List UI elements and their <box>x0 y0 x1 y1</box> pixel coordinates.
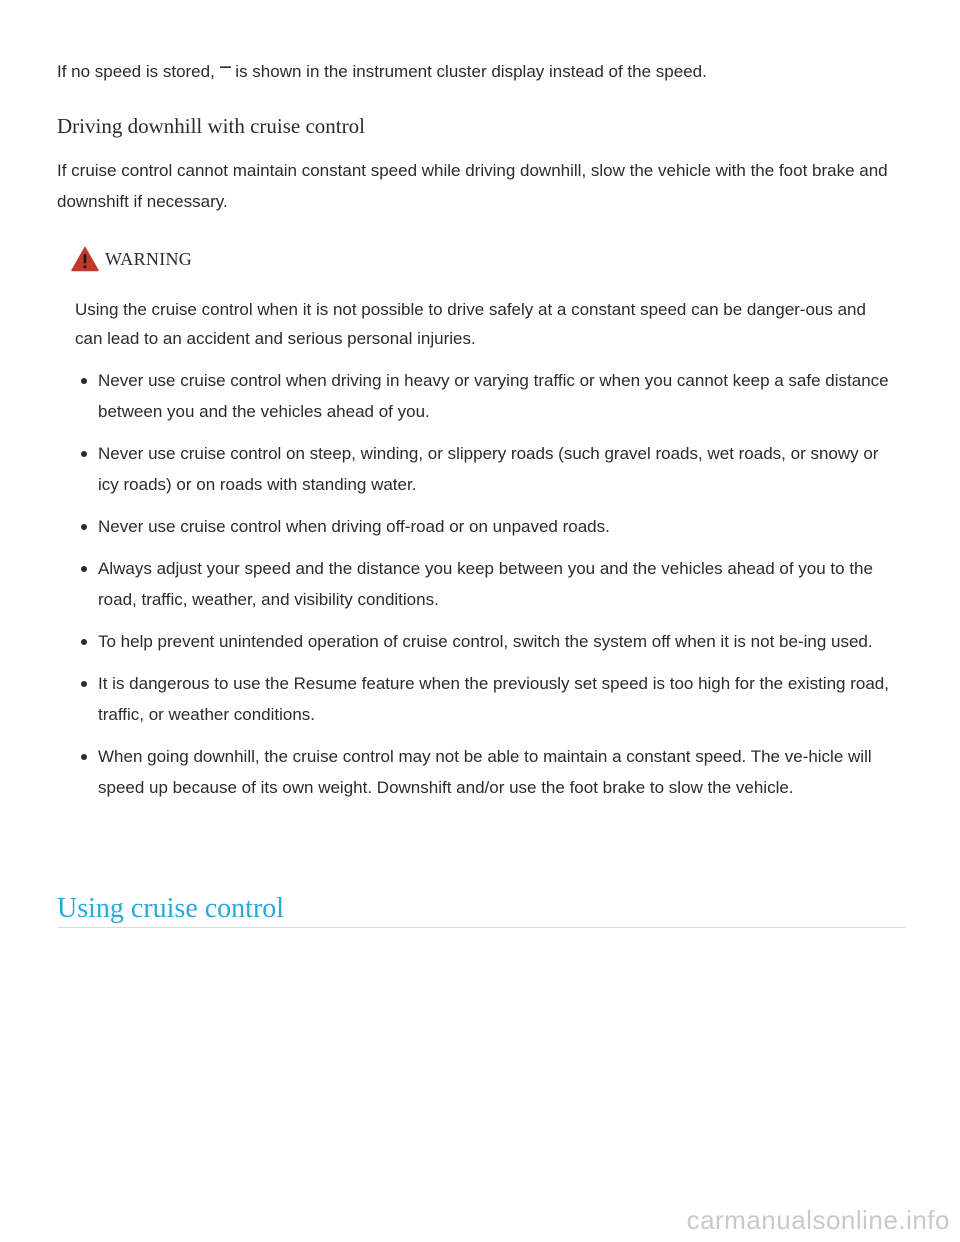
list-item <box>75 741 890 803</box>
list-item-text: To help prevent unintended operation of cruise control, switch the system off when it is not be-ing used. <box>98 632 873 651</box>
bullet-icon <box>81 639 87 645</box>
downhill-paragraph: If cruise control cannot maintain constant speed while driving downhill, slow the vehicle with the foot brake and downshift if necessary. <box>57 161 888 211</box>
warning-triangle-icon <box>71 246 99 272</box>
warning-intro: Using the cruise control when it is not possible to drive safely at a constant speed can be danger-ous and can lead to an accident and serious personal injuries. <box>75 300 866 348</box>
bullet-icon <box>81 566 87 572</box>
intro-text-after: is shown in the instrument cluster display instead of the speed. <box>235 62 707 81</box>
warning-list <box>75 365 890 814</box>
warning-label: WARNING <box>105 248 193 269</box>
list-item-text: Never use cruise control when driving off-road or on unpaved roads. <box>98 517 610 536</box>
list-item <box>75 438 890 500</box>
list-item <box>75 511 890 542</box>
bullet-icon <box>81 754 87 760</box>
list-item <box>75 668 890 730</box>
bullet-icon <box>81 681 87 687</box>
intro-text-before: If no speed is stored, <box>57 62 215 81</box>
list-item-text: When going downhill, the cruise control may not be able to maintain a constant speed. The ve-hicle will speed up because of its own weight. Downshift and/or use the foot brake to slow the vehicle. <box>98 747 872 797</box>
watermark: carmanualsonline.info <box>686 1205 950 1235</box>
list-item <box>75 626 890 657</box>
downhill-heading: Driving downhill with cruise control <box>57 114 365 138</box>
list-item <box>75 365 890 427</box>
list-item <box>75 553 890 615</box>
list-item-text: It is dangerous to use the Resume feature when the previously set speed is too high for the existing road, traffic, or weather conditions. <box>98 674 889 724</box>
bullet-icon <box>81 524 87 530</box>
bullet-icon <box>81 378 87 384</box>
section-divider <box>57 927 905 928</box>
list-item-text: Always adjust your speed and the distance you keep between you and the vehicles ahead of you to the road, traffic, weather, and visibility conditions. <box>98 559 873 609</box>
bullet-icon <box>81 451 87 457</box>
no-speed-stored-text <box>57 60 707 84</box>
list-item-text: Never use cruise control when driving in heavy or varying traffic or when you cannot keep a safe distance between you and the vehicles ahead of you. <box>98 371 889 421</box>
section-title: Using cruise control <box>57 893 285 924</box>
no-speed-symbol: --- <box>219 58 231 74</box>
warning-header <box>71 246 192 272</box>
list-item-text: Never use cruise control on steep, winding, or slippery roads (such gravel roads, wet roads, or snowy or icy roads) or on roads with standing water. <box>98 444 879 494</box>
